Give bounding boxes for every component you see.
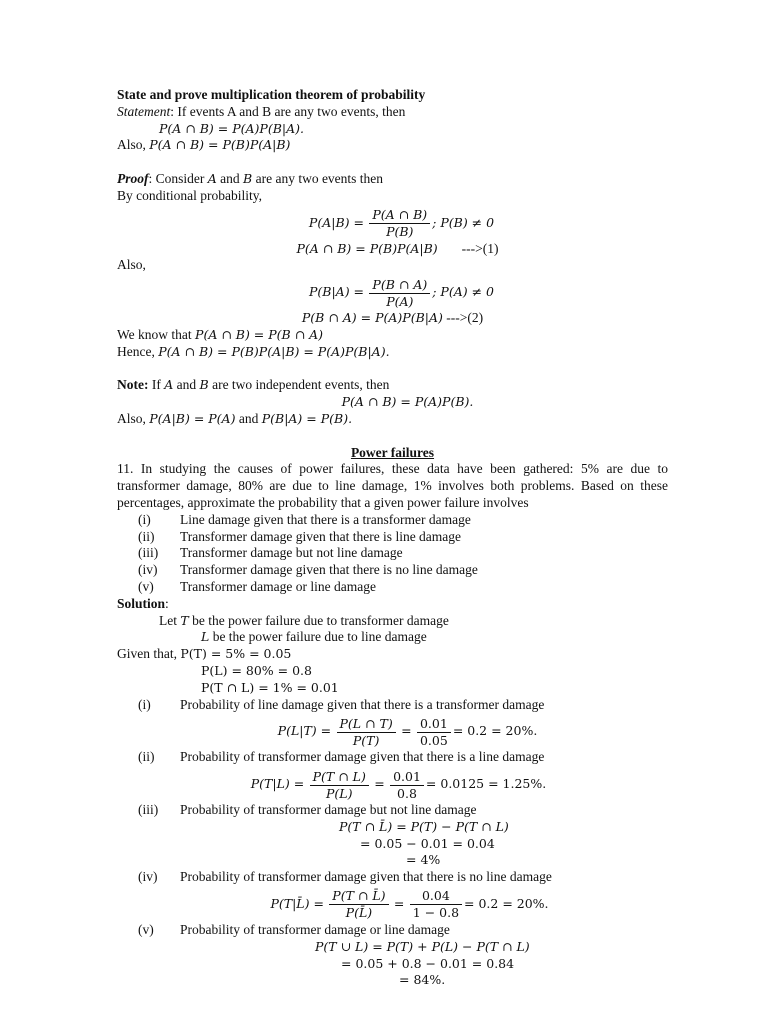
note-also-line	[117, 411, 668, 428]
cond2-fraction	[369, 277, 430, 310]
part-text: Probability of transformer damage given that there is no line damage	[180, 869, 552, 885]
part-text: Probability of transformer damage or line damage	[180, 922, 450, 938]
part-3-line-1	[117, 819, 668, 836]
note-var-a: A	[164, 377, 174, 393]
given-label: Given that,	[117, 646, 181, 662]
spacer	[117, 154, 668, 171]
part-2-result: = 0.0125 = 1.25%.	[425, 776, 547, 792]
list-item-text: Transformer damage or line damage	[180, 578, 376, 594]
part-label: (iv)	[138, 869, 158, 885]
cond2-numerator: P(B ∩ A)	[369, 277, 430, 294]
let-text-1: be the power failure due to transformer damage	[188, 612, 449, 628]
note-label: Note:	[117, 377, 149, 393]
theorem-heading: State and prove multiplication theorem of probability	[117, 87, 426, 102]
problem-heading: Power failures	[350, 444, 435, 460]
part-3-line-2	[117, 836, 668, 853]
given-line-2	[117, 663, 668, 680]
given-line-3	[117, 680, 668, 697]
list-item-text: Transformer damage but not line damage	[180, 545, 403, 561]
given-1: P(T) = 5% = 0.05	[180, 646, 292, 662]
list-item-label: (i)	[138, 511, 151, 527]
note-also-eq-2: P(B|A) = P(B).	[261, 410, 353, 426]
part-5-line-2	[117, 956, 668, 973]
note-eq-line	[117, 394, 668, 411]
part-5-line-3	[117, 972, 668, 989]
conditional-eq-1	[117, 205, 668, 241]
part-4-lhs: P(T|L̄) =	[270, 896, 324, 912]
note-var-b: B	[199, 377, 209, 393]
cond1-lhs: P(A|B) =	[308, 214, 364, 230]
part-2-den-1: P(L)	[325, 785, 353, 801]
list-item	[117, 512, 668, 529]
equals-sign: =	[401, 723, 412, 739]
part-label: (v)	[138, 922, 154, 938]
solution-part-heading	[117, 749, 668, 766]
solution-part-heading	[117, 869, 668, 886]
we-know-line	[117, 327, 668, 344]
part-4-equation	[117, 886, 668, 922]
let-line-1	[117, 613, 668, 630]
conditional-line: By conditional probability,	[117, 187, 262, 203]
solution-part-heading	[117, 697, 668, 714]
also-2: Also,	[117, 257, 146, 273]
part-1-den-2: 0.05	[419, 732, 448, 748]
list-item-label: (iii)	[138, 545, 159, 561]
given-2: P(L) = 80% = 0.8	[201, 662, 312, 678]
part-4-result: = 0.2 = 20%.	[464, 896, 549, 912]
list-item-label: (ii)	[138, 528, 155, 544]
part-1-result: = 0.2 = 20%.	[452, 723, 538, 739]
list-item-text: Transformer damage given that there is line damage	[180, 528, 462, 544]
given-3: P(T ∩ L) = 1% = 0.01	[201, 679, 339, 695]
problem-para-line-2: transformer damage, 80% are due to line damage, 1% involves both problems. Based on these	[117, 478, 668, 494]
cond1-rhs: ; P(B) ≠ 0	[432, 214, 495, 230]
part-1-lhs: P(L|T) =	[277, 723, 332, 739]
equation-2: P(A ∩ B) = P(B)P(A|B)	[149, 137, 291, 153]
hence-eq: P(A ∩ B) = P(B)P(A|B) = P(A)P(B|A).	[158, 343, 390, 359]
cond2-result: P(B ∩ A) = P(A)P(B|A)	[301, 310, 443, 326]
note-text-1: If	[148, 377, 165, 393]
cond1-fraction	[369, 207, 430, 240]
document-page	[117, 87, 668, 989]
note-eq: P(A ∩ B) = P(A)P(B).	[341, 394, 474, 410]
statement-label: Statement	[117, 103, 171, 119]
also-line	[117, 137, 668, 154]
solution-part-heading	[117, 802, 668, 819]
hence-label: Hence,	[117, 343, 159, 359]
part-label: (i)	[138, 696, 151, 712]
hence-line	[117, 344, 668, 361]
part-4-fraction-1	[329, 888, 388, 921]
let-var-t: T	[180, 612, 189, 628]
part-1-fraction-2	[417, 716, 451, 749]
we-know-eq: P(A ∩ B) = P(B ∩ A)	[195, 326, 324, 342]
list-item-text: Line damage given that there is a transformer damage	[180, 511, 471, 527]
part-text: Probability of transformer damage but not line damage	[180, 802, 477, 818]
part-3-eq-2: = 0.05 − 0.01 = 0.04	[360, 835, 495, 851]
part-3-eq-3: = 4%	[406, 852, 441, 868]
proof-and: and	[216, 170, 244, 186]
part-5-eq-1: P(T ∪ L) = P(T) + P(L) − P(T ∩ L)	[315, 938, 530, 954]
list-item	[117, 579, 668, 596]
part-4-num-2: 0.04	[410, 888, 462, 905]
cond2-lhs: P(B|A) =	[309, 284, 365, 300]
cond2-ref: --->(2)	[442, 310, 484, 326]
spacer	[117, 428, 668, 445]
cond1-ref: --->(1)	[461, 240, 499, 256]
note-also-label: Also,	[117, 410, 150, 426]
let-line-2	[117, 629, 668, 646]
let-text-2: be the power failure due to line damage	[209, 629, 427, 645]
part-4-num-1: P(T ∩ L̄)	[329, 888, 388, 905]
part-2-fraction-2	[390, 769, 424, 802]
list-item	[117, 529, 668, 546]
cond1-denominator: P(B)	[386, 223, 414, 239]
note-also-eq-1: P(A|B) = P(A)	[149, 410, 236, 426]
cond2-denominator: P(A)	[386, 293, 414, 309]
part-2-equation	[117, 766, 668, 802]
part-4-den-2: 1 − 0.8	[412, 905, 460, 921]
part-text: Probability of line damage given that there is a transformer damage	[180, 696, 545, 712]
list-item	[117, 545, 668, 562]
proof-text-2: are any two events then	[252, 170, 384, 186]
statement-line	[117, 104, 668, 121]
proof-line	[117, 171, 668, 188]
part-5-eq-3: = 84%.	[399, 972, 446, 988]
solution-label: Solution	[117, 595, 166, 611]
equation-1: P(A ∩ B) = P(A)P(B|A).	[159, 120, 304, 136]
solution-part-heading	[117, 922, 668, 939]
note-also-and: and	[235, 410, 262, 426]
given-line-1	[117, 646, 668, 663]
solution-colon: :	[165, 595, 169, 611]
problem-para-line-1: 11. In studying the causes of power failures, these data have been gathered: 5% are due to	[117, 461, 668, 477]
part-label: (iii)	[138, 802, 159, 818]
part-2-lhs: P(T|L) =	[250, 776, 305, 792]
equals-sign: =	[374, 776, 385, 792]
part-3-line-3	[117, 852, 668, 869]
note-and: and	[173, 377, 200, 393]
list-item-label: (v)	[138, 578, 154, 594]
part-4-fraction-2	[410, 888, 462, 921]
part-1-fraction-1	[337, 716, 396, 749]
proof-var-b: B	[243, 170, 253, 186]
we-know-label: We know that	[117, 326, 196, 342]
cond1-numerator: P(A ∩ B)	[369, 207, 430, 224]
part-4-den-1: P(L̄)	[345, 905, 373, 921]
part-label: (ii)	[138, 749, 155, 765]
note-line	[117, 377, 668, 394]
spacer	[117, 361, 668, 378]
let-var-l: L	[201, 629, 210, 645]
statement-text: : If events A and B are any two events, then	[170, 103, 406, 119]
equals-sign: =	[393, 896, 405, 912]
proof-text-1: : Consider	[148, 170, 208, 186]
statement-equation	[117, 121, 668, 138]
part-2-num-2: 0.01	[390, 769, 424, 786]
also-label: Also,	[117, 137, 150, 153]
proof-label: Proof	[117, 170, 149, 186]
part-5-eq-2: = 0.05 + 0.8 − 0.01 = 0.84	[341, 955, 515, 971]
proof-var-a: A	[207, 170, 217, 186]
list-item-text: Transformer damage given that there is no line damage	[180, 562, 478, 578]
list-item	[117, 562, 668, 579]
part-1-num-1: P(L ∩ T)	[337, 716, 396, 733]
part-1-equation	[117, 713, 668, 749]
cond1-result: P(A ∩ B) = P(B)P(A|B)	[296, 240, 438, 256]
problem-para-line-3: percentages, approximate the probability that a given power failure involves	[117, 494, 529, 510]
conditional-eq-2	[117, 274, 668, 310]
part-5-line-1	[117, 939, 668, 956]
cond2-rhs: ; P(A) ≠ 0	[432, 284, 494, 300]
let-pre: Let	[159, 612, 181, 628]
part-2-num-1: P(T ∩ L)	[310, 769, 369, 786]
list-item-label: (iv)	[138, 562, 158, 578]
note-text-2: are two independent events, then	[208, 377, 390, 393]
part-text: Probability of transformer damage given that there is a line damage	[180, 749, 545, 765]
cond2-result-line	[117, 310, 668, 327]
part-3-eq-1: P(T ∩ L̄) = P(T) − P(T ∩ L)	[339, 818, 509, 834]
cond1-result-line	[117, 241, 668, 258]
part-2-den-2: 0.8	[397, 785, 417, 801]
part-1-num-2: 0.01	[417, 716, 451, 733]
solution-heading-line	[117, 596, 668, 613]
part-2-fraction-1	[310, 769, 369, 802]
part-1-den-1: P(T)	[352, 732, 380, 748]
